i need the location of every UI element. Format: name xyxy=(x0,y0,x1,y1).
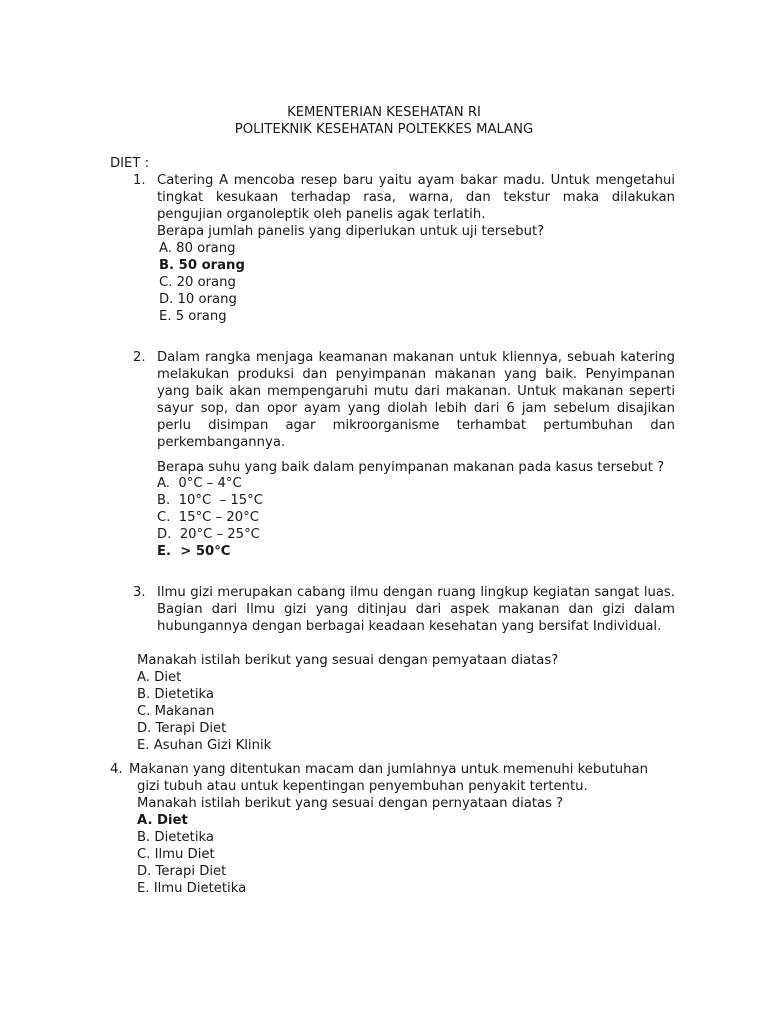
q4-text-line2: gizi tubuh atau untuk kepentingan penyembuhan penyakit tertentu. xyxy=(137,779,588,794)
header-institution: POLITEKNIK KESEHATAN POLTEKKES MALANG xyxy=(234,122,534,137)
q2-option-b: B. 10°C – 15°C xyxy=(157,493,263,508)
q1-options xyxy=(159,240,245,325)
q4-option-e: E. Ilmu Dietetika xyxy=(137,881,247,896)
q3-option-a: A. Diet xyxy=(137,670,182,685)
q3-number: 3. xyxy=(133,585,146,600)
q1-option-c: C. 20 orang xyxy=(159,275,236,290)
q2-option-d: D. 20°C – 25°C xyxy=(157,527,260,542)
q4-options xyxy=(137,812,246,897)
q3-option-c: C. Makanan xyxy=(137,704,215,719)
q3-option-e: E. Asuhan Gizi Klinik xyxy=(137,738,272,753)
q1-option-b-answer: B. 50 orang xyxy=(159,258,245,273)
q2-option-c: C. 15°C – 20°C xyxy=(157,510,259,525)
q1-question: Berapa jumlah panelis yang diperlukan untuk uji tersebut? xyxy=(157,224,545,239)
q3-question: Manakah istilah berikut yang sesuai dengan pemyataan diatas? xyxy=(137,653,559,668)
q3-option-d: D. Terapi Diet xyxy=(137,721,227,736)
header-ministry: KEMENTERIAN KESEHATAN RI xyxy=(287,105,481,120)
q2-option-e-answer: E. > 50°C xyxy=(157,544,231,559)
q1-option-d: D. 10 orang xyxy=(159,292,237,307)
document-header xyxy=(0,104,768,138)
q4-option-a-answer: A. Diet xyxy=(137,813,188,828)
q2-option-a: A. 0°C – 4°C xyxy=(157,476,242,491)
q3-text: Ilmu gizi merupakan cabang ilmu dengan ruang lingkup kegiatan sangat luas. Bagian dari Ilmu gizi yang ditinjau dari aspek makanan dan gizi dalam hubungannya dengan berbagai keadaan kesehatan yang bersifat Individual. xyxy=(157,585,675,634)
section-title: DIET : xyxy=(110,156,150,171)
q4-text-line1: Makanan yang ditentukan macam dan jumlahnya untuk memenuhi kebutuhan xyxy=(129,762,648,777)
q2-options xyxy=(157,475,263,560)
q4-question: Manakah istilah berikut yang sesuai dengan pernyataan diatas ? xyxy=(137,796,564,811)
q1-text: Catering A mencoba resep baru yaitu ayam bakar madu. Untuk mengetahui tingkat kesukaan terhadap rasa, warna, dan tekstur maka dilakukan pengujian organoleptik oleh panelis agak terlatih. xyxy=(157,173,675,222)
q1-number: 1. xyxy=(133,173,146,188)
q2-number: 2. xyxy=(133,350,146,365)
q1-option-a: A. 80 orang xyxy=(159,241,236,256)
q3-option-b: B. Dietetika xyxy=(137,687,214,702)
q4-option-d: D. Terapi Diet xyxy=(137,864,227,879)
q4-option-b: B. Dietetika xyxy=(137,830,214,845)
q2-question: Berapa suhu yang baik dalam penyimpanan makanan pada kasus tersebut ? xyxy=(157,460,665,475)
q4-option-c: C. Ilmu Diet xyxy=(137,847,215,862)
q2-text: Dalam rangka menjaga keamanan makanan untuk kliennya, sebuah katering melakukan produksi dan penyimpanan makanan yang baik. Penyimpanan yang baik akan mempengaruhi mutu dari makanan. Untuk makanan seperti sayur sop, dan opor ayam yang diolah lebih dari 6 jam sebelum disajikan perlu disimpan agar mikroorganisme terhambat pertumbuhan dan perkembangannya. xyxy=(157,350,675,450)
q3-options xyxy=(137,669,271,754)
q4-number: 4. xyxy=(110,762,123,777)
q1-option-e: E. 5 orang xyxy=(159,309,227,324)
